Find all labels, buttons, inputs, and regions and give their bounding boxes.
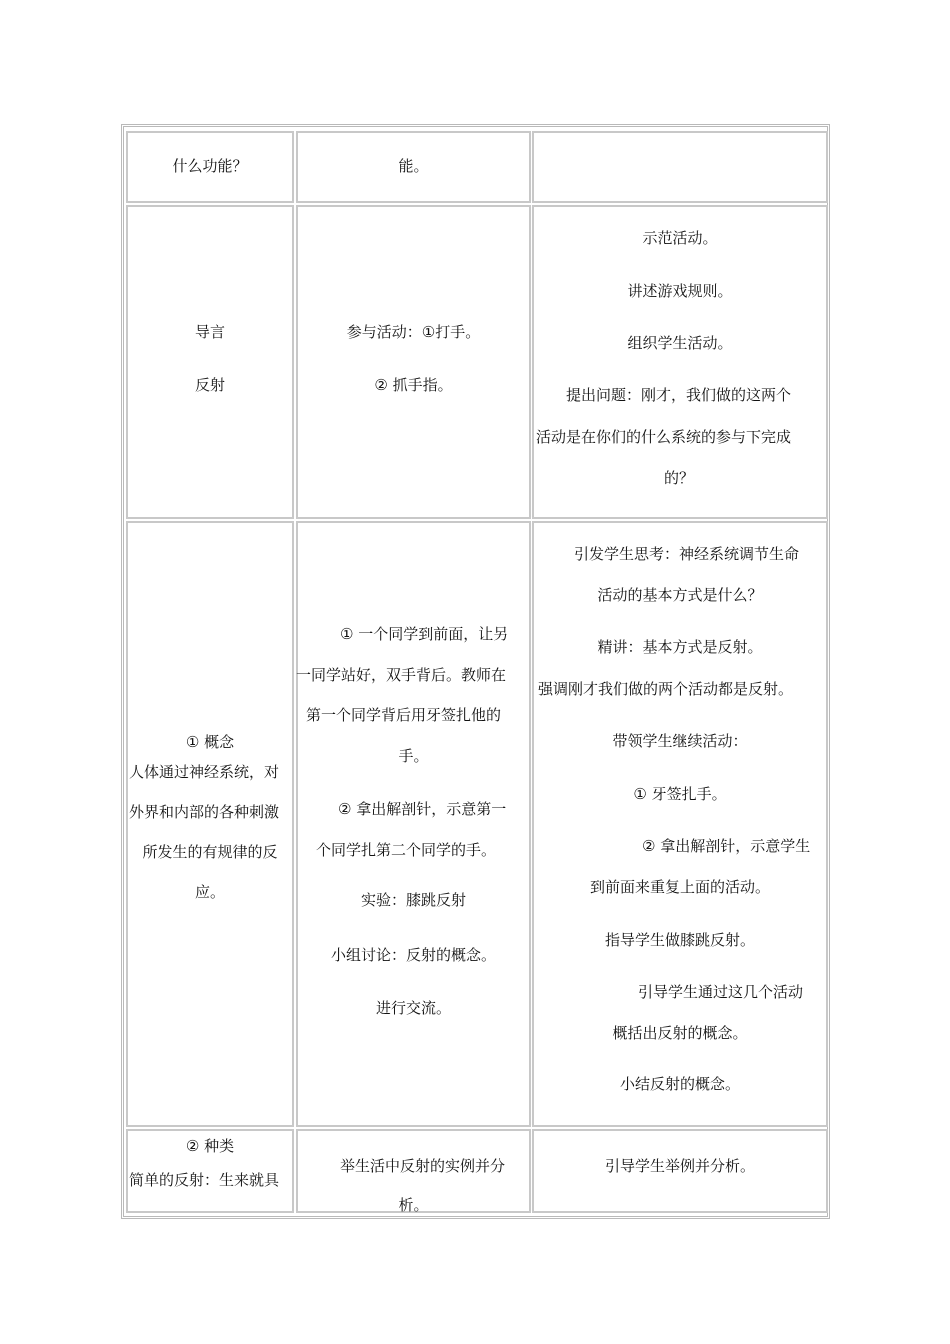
row3-student-line: ② 拿出解剖针，示意第一 [338, 800, 507, 818]
row2-teacher-line: 提出问题：刚才，我们做的这两个 [566, 386, 792, 404]
row2-topic-line: 导言 [194, 323, 225, 341]
row3-topic-cell [126, 521, 294, 1127]
row3-teacher-line: 指导学生做膝跳反射。 [604, 931, 755, 949]
row1-student-cell [296, 131, 531, 203]
row4-teacher-cell [532, 1129, 828, 1213]
row2-teacher-line: 组织学生活动。 [627, 334, 733, 352]
row3-teacher-line: ② 拿出解剖针，示意学生 [642, 837, 811, 855]
row2-student-line: ② 抓手指。 [374, 376, 453, 394]
row3-student-line: 个同学扎第二个同学的手。 [316, 841, 497, 859]
row4-student-line: 举生活中反射的实例并分 [340, 1157, 506, 1175]
row3-teacher-line: 引导学生通过这几个活动 [638, 983, 804, 1001]
row2-topic-line: 反射 [194, 376, 225, 394]
row3-teacher-line: 精讲：基本方式是反射。 [597, 638, 763, 656]
row3-student-line: ① 一个同学到前面，让另 [340, 625, 509, 643]
row3-topic-line: 所发生的有规律的反 [142, 843, 278, 861]
row3-topic-line: 人体通过神经系统，对 [129, 763, 280, 781]
row3-teacher-line: 到前面来重复上面的活动。 [589, 878, 770, 896]
row3-topic-line: ① 概念 [185, 733, 235, 751]
row4-student-cell [296, 1129, 531, 1213]
row1-topic-cell [126, 131, 294, 203]
row3-teacher-cell [532, 521, 828, 1127]
row3-teacher-line: 引发学生思考：神经系统调节生命 [574, 545, 800, 563]
row2-teacher-line: 的？ [664, 469, 695, 487]
row3-teacher-line: 概括出反射的概念。 [612, 1024, 748, 1042]
row3-student-line: 一同学站好，双手背后。教师在 [296, 666, 507, 684]
row2-student-cell [296, 205, 531, 519]
row2-teacher-line: 讲述游戏规则。 [627, 282, 733, 300]
row3-student-line: 小组讨论：反射的概念。 [330, 946, 496, 964]
row1-teacher-cell [532, 131, 828, 203]
row3-student-line: 实验：膝跳反射 [360, 891, 466, 909]
row1-topic-line: 什么功能？ [172, 157, 248, 175]
row2-topic-cell [126, 205, 294, 519]
row3-teacher-line: 活动的基本方式是什么？ [597, 586, 763, 604]
row3-student-line: 手。 [398, 747, 429, 765]
lesson-plan-table [121, 124, 830, 1219]
row3-student-line: 进行交流。 [375, 999, 451, 1017]
row3-teacher-line: 强调刚才我们做的两个活动都是反射。 [538, 680, 794, 698]
row2-teacher-line: 示范活动。 [642, 229, 718, 247]
row4-topic-line: 简单的反射：生来就具 [129, 1171, 280, 1189]
row3-teacher-line: 小结反射的概念。 [619, 1075, 740, 1093]
row2-teacher-cell [532, 205, 828, 519]
row3-teacher-line: ① 牙签扎手。 [633, 785, 727, 803]
row1-student-line: 能。 [398, 157, 429, 175]
row3-student-line: 第一个同学背后用牙签扎他的 [306, 706, 502, 724]
row4-student-line: 析。 [398, 1196, 429, 1214]
row4-topic-line: ② 种类 [185, 1137, 235, 1155]
row2-teacher-line: 活动是在你们的什么系统的参与下完成 [536, 428, 792, 446]
row4-teacher-line: 引导学生举例并分析。 [604, 1157, 755, 1175]
row2-student-line: 参与活动：①打手。 [346, 323, 481, 341]
row3-teacher-line: 带领学生继续活动： [612, 732, 748, 750]
row3-topic-line: 外界和内部的各种刺激 [129, 803, 280, 821]
row3-student-cell [296, 521, 531, 1127]
row3-topic-line: 应。 [194, 883, 225, 901]
row4-topic-cell [126, 1129, 294, 1213]
